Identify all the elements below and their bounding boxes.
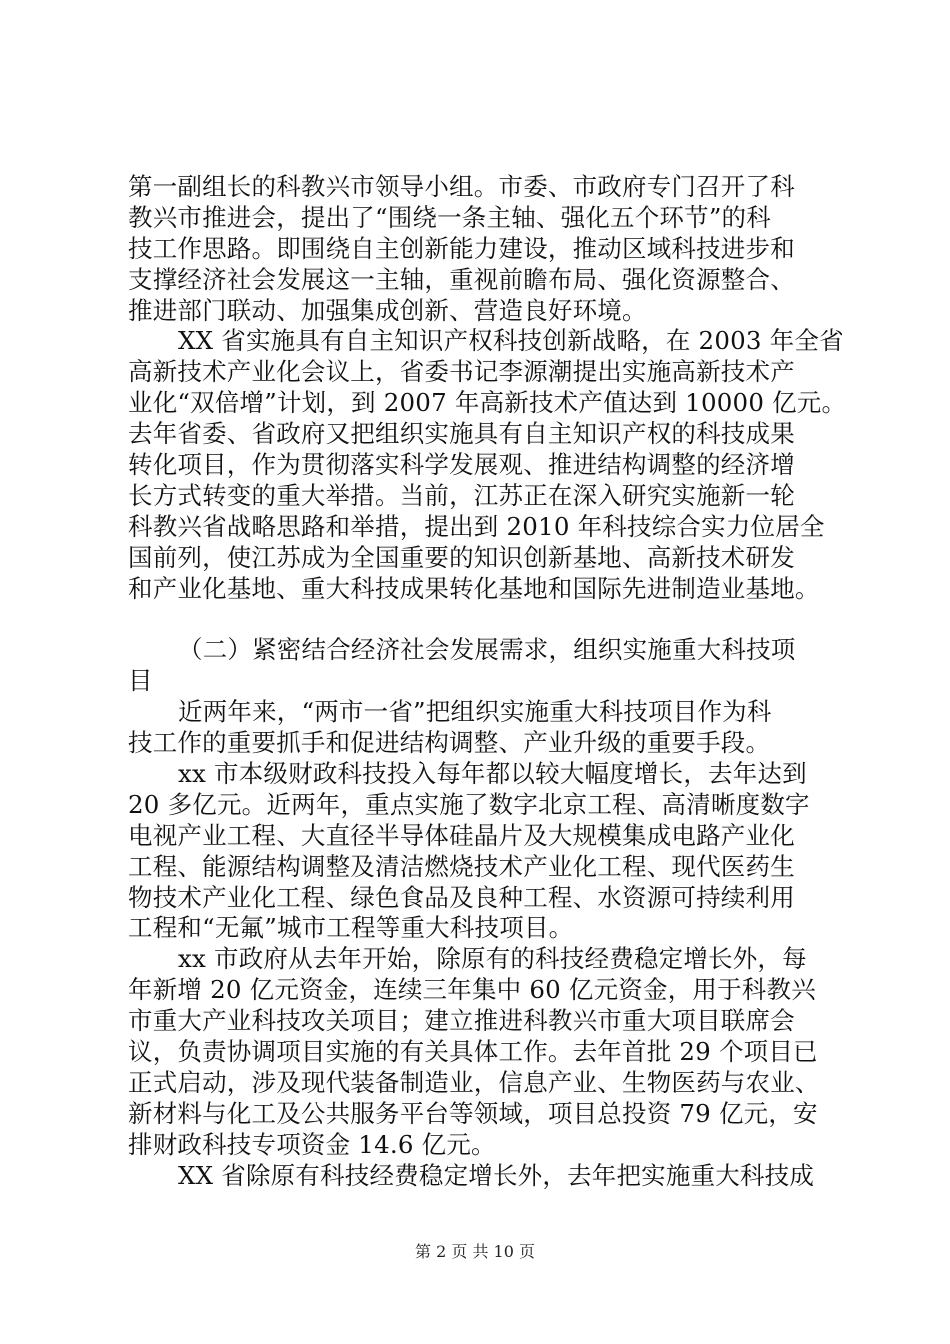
text-line: 长方式转变的重大举措。当前，江苏正在深入研究实施新一轮	[128, 480, 795, 510]
page-footer: 第 2 页 共 10 页	[415, 1242, 535, 1261]
text-line: 推进部门联动、加强集成创新、营造良好环境。	[128, 295, 647, 325]
text-line: XX 省除原有科技经费稳定增长外，去年把实施重大科技成	[178, 1160, 815, 1190]
text-line: 工程、能源结构调整及清洁燃烧技术产业化工程、现代医药生	[128, 851, 795, 881]
text-line: 新材料与化工及公共服务平台等领域，项目总投资 79 亿元，安	[128, 1098, 818, 1128]
paragraph-1	[128, 172, 828, 326]
heading-line: 目	[128, 666, 153, 696]
paragraph-2	[128, 326, 847, 604]
paragraph-gap	[128, 604, 828, 635]
text-line: 20 多亿元。近两年，重点实施了数字北京工程、高清晰度数字	[128, 789, 810, 819]
text-line: 物技术产业化工程、绿色食品及良种工程、水资源可持续利用	[128, 882, 795, 912]
text-line: 业化“双倍增”计划，到 2007 年高新技术产值达到 10000 亿元。	[128, 388, 847, 418]
text-line: 去年省委、省政府又把组织实施具有自主知识产权的科技成果	[128, 419, 795, 449]
text-line: xx 市本级财政科技投入每年都以较大幅度增长，去年达到	[178, 759, 807, 789]
heading-line: （二）紧密结合经济社会发展需求，组织实施重大科技项	[178, 635, 796, 665]
text-line: 正式启动，涉及现代装备制造业，信息产业、生物医药与农业、	[128, 1067, 820, 1097]
text-line: 技工作思路。即围绕自主创新能力建设，推动区域科技进步和	[128, 233, 795, 263]
paragraph-3	[128, 697, 828, 759]
text-line: 近两年来，“两市一省”把组织实施重大科技项目作为科	[178, 697, 772, 727]
text-line: 科教兴省战略思路和举措，提出到 2010 年科技综合实力位居全	[128, 511, 825, 541]
text-line: 工程和“无氟”城市工程等重大科技项目。	[128, 913, 574, 943]
paragraph-5	[128, 944, 828, 1160]
section-heading	[128, 635, 828, 697]
text-line: 支撑经济社会发展这一主轴，重视前瞻布局、强化资源整合、	[128, 264, 795, 294]
text-line: 议，负责协调项目实施的有关具体工作。去年首批 29 个项目已	[128, 1037, 818, 1067]
text-line: XX 省实施具有自主知识产权科技创新战略，在 2003 年全省	[178, 326, 844, 356]
text-line: 电视产业工程、大直径半导体硅晶片及大规模集成电路产业化	[128, 820, 795, 850]
text-line: 国前列，使江苏成为全国重要的知识创新基地、高新技术研发	[128, 542, 795, 572]
text-line: 教兴市推进会，提出了“围绕一条主轴、强化五个环节”的科	[128, 202, 771, 232]
paragraph-6	[128, 1161, 828, 1192]
text-line: 转化项目，作为贯彻落实科学发展观、推进结构调整的经济增	[128, 450, 795, 480]
text-line: 高新技术产业化会议上，省委书记李源潮提出实施高新技术产	[128, 357, 795, 387]
text-line: xx 市政府从去年开始，除原有的科技经费稳定增长外，每	[178, 944, 807, 974]
text-line: 排财政科技专项资金 14.6 亿元。	[128, 1129, 496, 1159]
text-line: 和产业化基地、重大科技成果转化基地和国际先进制造业基地。	[128, 573, 820, 603]
document-body	[128, 172, 847, 1192]
text-line: 技工作的重要抓手和促进结构调整、产业升级的重要手段。	[128, 728, 771, 758]
text-line: 年新增 20 亿元资金，连续三年集中 60 亿元资金，用于科教兴	[128, 975, 816, 1005]
text-line: 第一副组长的科教兴市领导小组。市委、市政府专门召开了科	[128, 172, 795, 201]
paragraph-4	[128, 759, 828, 944]
text-line: 市重大产业科技攻关项目；建立推进科教兴市重大项目联席会	[128, 1006, 795, 1036]
